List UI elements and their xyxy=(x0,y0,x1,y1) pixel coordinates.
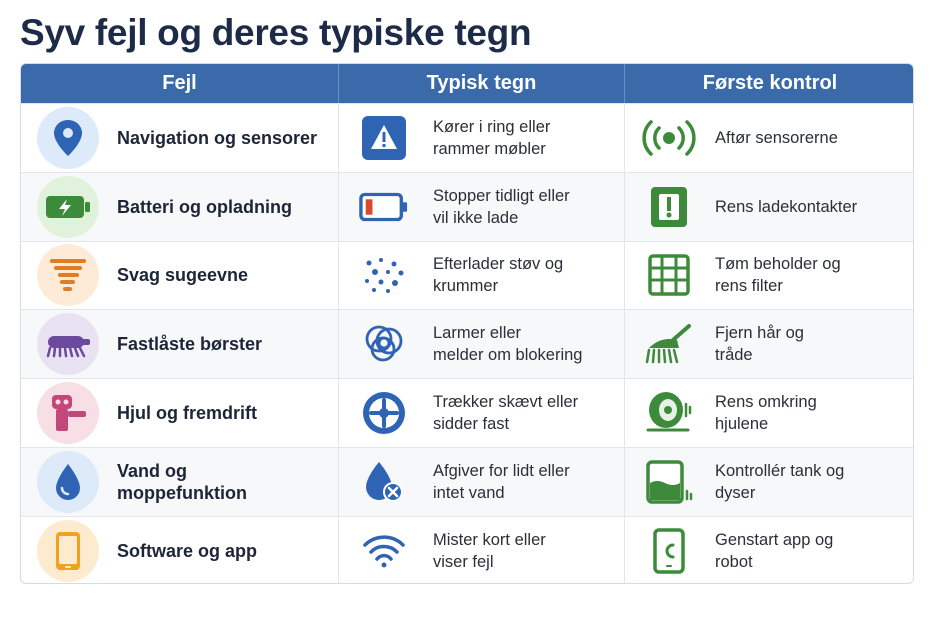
sign-text: Trækker skævt eller sidder fast xyxy=(433,393,579,434)
check-text: Genstart app og robot xyxy=(715,530,834,571)
wheel-module-icon xyxy=(37,382,99,444)
faults-table xyxy=(20,63,914,584)
low-battery-icon xyxy=(359,182,409,232)
sign-text: Kører i ring eller rammer møbler xyxy=(433,117,551,158)
fault-label: Hjul og fremdrift xyxy=(117,403,257,424)
charging-contact-icon xyxy=(641,182,697,232)
check-text: Rens ladekontakter xyxy=(715,197,858,216)
header-sign: Typisk tegn xyxy=(339,64,625,103)
fault-label: Software og app xyxy=(117,540,258,561)
header-check: Første kontrol xyxy=(702,72,838,94)
table-header xyxy=(21,64,913,103)
phone-restart-icon xyxy=(641,526,697,576)
wifi-icon xyxy=(359,526,409,576)
fault-label: Navigation og sensorer xyxy=(117,127,318,148)
sign-text: Efterlader støv og krummer xyxy=(433,255,564,296)
tangled-hair-icon xyxy=(359,319,409,369)
fault-label: Batteri og opladning xyxy=(117,196,292,217)
cleaning-brush-icon xyxy=(641,319,697,369)
sign-text: Afgiver for lidt eller intet vand xyxy=(433,461,570,502)
table-row xyxy=(21,172,913,241)
dust-particles-icon xyxy=(359,250,409,300)
sensor-signal-icon xyxy=(641,113,697,163)
wheel-cleaning-icon xyxy=(641,388,697,438)
table-row xyxy=(21,378,913,447)
sign-text: Stopper tidligt eller vil ikke lade xyxy=(433,186,570,227)
tornado-icon xyxy=(37,244,99,306)
table-row xyxy=(21,447,913,516)
fault-label: Fastlåste børster xyxy=(117,334,263,355)
location-pin-icon xyxy=(37,107,99,169)
table-row xyxy=(21,516,913,584)
page-title: Syv fejl og deres typiske tegn xyxy=(20,12,532,53)
wheel-icon xyxy=(359,388,409,438)
check-text: Rens omkring hjulene xyxy=(715,393,817,434)
header-fault: Fejl xyxy=(21,64,339,103)
warning-triangle-icon xyxy=(359,113,409,163)
check-text: Aftør sensorerne xyxy=(715,128,838,147)
filter-grid-icon xyxy=(641,250,697,300)
water-drop-icon xyxy=(37,451,99,513)
table-row xyxy=(21,241,913,310)
brush-roll-icon xyxy=(37,313,99,375)
fault-label: Svag sugeevne xyxy=(117,265,249,286)
sign-text: Larmer eller melder om blokering xyxy=(433,324,583,365)
sign-text: Mister kort eller viser fejl xyxy=(433,530,546,571)
fault-label: Vand og moppefunktion xyxy=(117,460,247,503)
table-row xyxy=(21,103,913,172)
water-drop-x-icon xyxy=(359,457,409,507)
check-text: Fjern hår og tråde xyxy=(715,324,804,365)
check-text: Tøm beholder og rens filter xyxy=(715,255,841,296)
check-text: Kontrollér tank og dyser xyxy=(715,461,845,502)
table-row xyxy=(21,309,913,378)
smartphone-icon xyxy=(37,520,99,582)
water-tank-icon xyxy=(641,457,697,507)
battery-charging-icon xyxy=(37,176,99,238)
